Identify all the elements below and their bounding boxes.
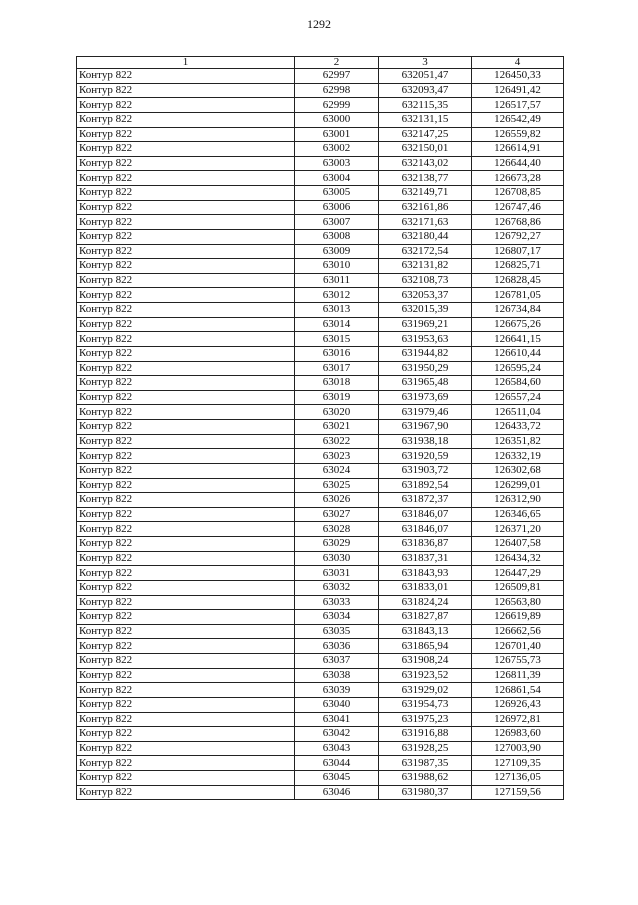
table-row — [77, 566, 564, 581]
table-row — [77, 390, 564, 405]
cell-contour: Контур 822 — [77, 317, 295, 332]
cell-contour: Контур 822 — [77, 771, 295, 786]
cell-point-number: 63037 — [295, 654, 379, 669]
cell-contour: Контур 822 — [77, 420, 295, 435]
table-row — [77, 785, 564, 800]
cell-contour: Контур 822 — [77, 449, 295, 464]
cell-x-coordinate: 631865,94 — [379, 639, 472, 654]
cell-y-coordinate: 126983,60 — [472, 727, 564, 742]
cell-y-coordinate: 126644,40 — [472, 156, 564, 171]
cell-x-coordinate: 631975,23 — [379, 712, 472, 727]
cell-x-coordinate: 631969,21 — [379, 317, 472, 332]
table-row — [77, 273, 564, 288]
cell-contour: Контур 822 — [77, 112, 295, 127]
column-header-1: 1 — [77, 57, 295, 69]
cell-x-coordinate: 632172,54 — [379, 244, 472, 259]
cell-x-coordinate: 631916,88 — [379, 727, 472, 742]
cell-point-number: 63000 — [295, 112, 379, 127]
cell-y-coordinate: 126828,45 — [472, 273, 564, 288]
cell-y-coordinate: 127003,90 — [472, 741, 564, 756]
cell-contour: Контур 822 — [77, 127, 295, 142]
cell-contour: Контур 822 — [77, 390, 295, 405]
cell-point-number: 63027 — [295, 507, 379, 522]
table-row — [77, 376, 564, 391]
cell-contour: Контур 822 — [77, 537, 295, 552]
cell-y-coordinate: 126517,57 — [472, 98, 564, 113]
cell-x-coordinate: 632149,71 — [379, 186, 472, 201]
cell-x-coordinate: 631929,02 — [379, 683, 472, 698]
table-row — [77, 69, 564, 84]
table-row — [77, 522, 564, 537]
cell-y-coordinate: 126755,73 — [472, 654, 564, 669]
cell-contour: Контур 822 — [77, 215, 295, 230]
cell-y-coordinate: 127159,56 — [472, 785, 564, 800]
cell-contour: Контур 822 — [77, 376, 295, 391]
cell-contour: Контур 822 — [77, 83, 295, 98]
cell-y-coordinate: 126619,89 — [472, 610, 564, 625]
cell-contour: Контур 822 — [77, 727, 295, 742]
cell-x-coordinate: 631824,24 — [379, 595, 472, 610]
cell-contour: Контур 822 — [77, 507, 295, 522]
cell-y-coordinate: 126312,90 — [472, 493, 564, 508]
cell-x-coordinate: 631837,31 — [379, 551, 472, 566]
cell-contour: Контур 822 — [77, 332, 295, 347]
table-row — [77, 288, 564, 303]
table-row — [77, 332, 564, 347]
table-row — [77, 756, 564, 771]
table-row — [77, 463, 564, 478]
cell-point-number: 63030 — [295, 551, 379, 566]
cell-point-number: 63032 — [295, 580, 379, 595]
table-row — [77, 639, 564, 654]
cell-y-coordinate: 126351,82 — [472, 434, 564, 449]
cell-y-coordinate: 126491,42 — [472, 83, 564, 98]
cell-x-coordinate: 631843,13 — [379, 624, 472, 639]
cell-x-coordinate: 631980,37 — [379, 785, 472, 800]
cell-x-coordinate: 631920,59 — [379, 449, 472, 464]
column-header-3: 3 — [379, 57, 472, 69]
cell-contour: Контур 822 — [77, 346, 295, 361]
cell-point-number: 63031 — [295, 566, 379, 581]
cell-y-coordinate: 126559,82 — [472, 127, 564, 142]
cell-contour: Контур 822 — [77, 171, 295, 186]
table-row — [77, 171, 564, 186]
table-row — [77, 683, 564, 698]
table-row — [77, 668, 564, 683]
cell-point-number: 63016 — [295, 346, 379, 361]
cell-y-coordinate: 126768,86 — [472, 215, 564, 230]
cell-y-coordinate: 126972,81 — [472, 712, 564, 727]
table-row — [77, 98, 564, 113]
cell-y-coordinate: 126811,39 — [472, 668, 564, 683]
cell-point-number: 62999 — [295, 98, 379, 113]
cell-contour: Контур 822 — [77, 741, 295, 756]
cell-x-coordinate: 631973,69 — [379, 390, 472, 405]
cell-y-coordinate: 127136,05 — [472, 771, 564, 786]
table-row — [77, 580, 564, 595]
cell-contour: Контур 822 — [77, 639, 295, 654]
table-row — [77, 624, 564, 639]
cell-point-number: 63009 — [295, 244, 379, 259]
cell-x-coordinate: 632108,73 — [379, 273, 472, 288]
cell-y-coordinate: 126584,60 — [472, 376, 564, 391]
coordinates-table — [76, 56, 564, 800]
cell-x-coordinate: 631833,01 — [379, 580, 472, 595]
cell-contour: Контур 822 — [77, 361, 295, 376]
cell-x-coordinate: 631846,07 — [379, 522, 472, 537]
cell-y-coordinate: 126563,80 — [472, 595, 564, 610]
cell-y-coordinate: 126861,54 — [472, 683, 564, 698]
table-row — [77, 771, 564, 786]
table-row — [77, 259, 564, 274]
cell-y-coordinate: 126673,28 — [472, 171, 564, 186]
cell-x-coordinate: 631988,62 — [379, 771, 472, 786]
cell-x-coordinate: 631903,72 — [379, 463, 472, 478]
cell-point-number: 63034 — [295, 610, 379, 625]
cell-x-coordinate: 631846,07 — [379, 507, 472, 522]
cell-contour: Контур 822 — [77, 244, 295, 259]
cell-contour: Контур 822 — [77, 478, 295, 493]
cell-contour: Контур 822 — [77, 756, 295, 771]
cell-point-number: 63043 — [295, 741, 379, 756]
cell-x-coordinate: 631979,46 — [379, 405, 472, 420]
cell-point-number: 63033 — [295, 595, 379, 610]
table-row — [77, 186, 564, 201]
cell-point-number: 63008 — [295, 229, 379, 244]
cell-x-coordinate: 632171,63 — [379, 215, 472, 230]
cell-contour: Контур 822 — [77, 595, 295, 610]
cell-contour: Контур 822 — [77, 785, 295, 800]
cell-y-coordinate: 127109,35 — [472, 756, 564, 771]
cell-point-number: 63018 — [295, 376, 379, 391]
table-row — [77, 156, 564, 171]
cell-y-coordinate: 126825,71 — [472, 259, 564, 274]
cell-contour: Контур 822 — [77, 303, 295, 318]
cell-x-coordinate: 632051,47 — [379, 69, 472, 84]
cell-point-number: 63014 — [295, 317, 379, 332]
cell-point-number: 63029 — [295, 537, 379, 552]
cell-y-coordinate: 126807,17 — [472, 244, 564, 259]
cell-point-number: 63040 — [295, 697, 379, 712]
cell-x-coordinate: 632093,47 — [379, 83, 472, 98]
cell-y-coordinate: 126407,58 — [472, 537, 564, 552]
table-row — [77, 537, 564, 552]
cell-y-coordinate: 126641,15 — [472, 332, 564, 347]
cell-y-coordinate: 126747,46 — [472, 200, 564, 215]
cell-x-coordinate: 632161,86 — [379, 200, 472, 215]
cell-point-number: 63020 — [295, 405, 379, 420]
cell-y-coordinate: 126662,56 — [472, 624, 564, 639]
cell-contour: Контур 822 — [77, 493, 295, 508]
table-row — [77, 127, 564, 142]
column-header-2: 2 — [295, 57, 379, 69]
table-row — [77, 595, 564, 610]
cell-contour: Контур 822 — [77, 229, 295, 244]
cell-point-number: 63039 — [295, 683, 379, 698]
cell-point-number: 63002 — [295, 142, 379, 157]
cell-point-number: 63024 — [295, 463, 379, 478]
cell-x-coordinate: 632115,35 — [379, 98, 472, 113]
cell-point-number: 63012 — [295, 288, 379, 303]
cell-y-coordinate: 126781,05 — [472, 288, 564, 303]
cell-y-coordinate: 126433,72 — [472, 420, 564, 435]
cell-point-number: 63004 — [295, 171, 379, 186]
cell-y-coordinate: 126595,24 — [472, 361, 564, 376]
cell-contour: Контур 822 — [77, 697, 295, 712]
cell-point-number: 63042 — [295, 727, 379, 742]
cell-x-coordinate: 632131,15 — [379, 112, 472, 127]
cell-contour: Контур 822 — [77, 186, 295, 201]
cell-x-coordinate: 632143,02 — [379, 156, 472, 171]
table-row — [77, 551, 564, 566]
cell-point-number: 63017 — [295, 361, 379, 376]
cell-x-coordinate: 631843,93 — [379, 566, 472, 581]
table-row — [77, 200, 564, 215]
cell-point-number: 63001 — [295, 127, 379, 142]
cell-point-number: 63003 — [295, 156, 379, 171]
cell-x-coordinate: 632147,25 — [379, 127, 472, 142]
cell-y-coordinate: 126701,40 — [472, 639, 564, 654]
cell-point-number: 63022 — [295, 434, 379, 449]
cell-point-number: 63026 — [295, 493, 379, 508]
cell-contour: Контур 822 — [77, 288, 295, 303]
cell-y-coordinate: 126332,19 — [472, 449, 564, 464]
column-header-4: 4 — [472, 57, 564, 69]
cell-point-number: 62997 — [295, 69, 379, 84]
cell-contour: Контур 822 — [77, 551, 295, 566]
cell-y-coordinate: 126434,32 — [472, 551, 564, 566]
cell-x-coordinate: 631892,54 — [379, 478, 472, 493]
cell-point-number: 63021 — [295, 420, 379, 435]
table-row — [77, 507, 564, 522]
cell-y-coordinate: 126509,81 — [472, 580, 564, 595]
cell-x-coordinate: 632053,37 — [379, 288, 472, 303]
cell-x-coordinate: 632015,39 — [379, 303, 472, 318]
table-row — [77, 478, 564, 493]
cell-contour: Контур 822 — [77, 654, 295, 669]
cell-x-coordinate: 631944,82 — [379, 346, 472, 361]
cell-point-number: 63005 — [295, 186, 379, 201]
cell-contour: Контур 822 — [77, 434, 295, 449]
cell-y-coordinate: 126511,04 — [472, 405, 564, 420]
table-row — [77, 317, 564, 332]
cell-contour: Контур 822 — [77, 522, 295, 537]
cell-point-number: 63038 — [295, 668, 379, 683]
table-row — [77, 142, 564, 157]
table-row — [77, 405, 564, 420]
cell-y-coordinate: 126557,24 — [472, 390, 564, 405]
table-row — [77, 610, 564, 625]
table-row — [77, 303, 564, 318]
cell-x-coordinate: 632150,01 — [379, 142, 472, 157]
table-row — [77, 420, 564, 435]
cell-point-number: 62998 — [295, 83, 379, 98]
table-row — [77, 244, 564, 259]
cell-point-number: 63015 — [295, 332, 379, 347]
table-row — [77, 712, 564, 727]
table-row — [77, 727, 564, 742]
cell-x-coordinate: 631928,25 — [379, 741, 472, 756]
cell-y-coordinate: 126708,85 — [472, 186, 564, 201]
cell-point-number: 63013 — [295, 303, 379, 318]
table-row — [77, 229, 564, 244]
table-row — [77, 741, 564, 756]
cell-contour: Контур 822 — [77, 712, 295, 727]
cell-y-coordinate: 126542,49 — [472, 112, 564, 127]
cell-x-coordinate: 631872,37 — [379, 493, 472, 508]
cell-x-coordinate: 631908,24 — [379, 654, 472, 669]
cell-point-number: 63023 — [295, 449, 379, 464]
cell-point-number: 63046 — [295, 785, 379, 800]
table-row — [77, 654, 564, 669]
cell-x-coordinate: 632138,77 — [379, 171, 472, 186]
cell-contour: Контур 822 — [77, 69, 295, 84]
cell-y-coordinate: 126371,20 — [472, 522, 564, 537]
cell-x-coordinate: 631965,48 — [379, 376, 472, 391]
cell-point-number: 63011 — [295, 273, 379, 288]
cell-contour: Контур 822 — [77, 580, 295, 595]
cell-y-coordinate: 126792,27 — [472, 229, 564, 244]
cell-y-coordinate: 126610,44 — [472, 346, 564, 361]
cell-x-coordinate: 631967,90 — [379, 420, 472, 435]
cell-point-number: 63028 — [295, 522, 379, 537]
table-row — [77, 434, 564, 449]
table-row — [77, 112, 564, 127]
cell-contour: Контур 822 — [77, 610, 295, 625]
table-row — [77, 449, 564, 464]
cell-y-coordinate: 126926,43 — [472, 697, 564, 712]
cell-contour: Контур 822 — [77, 463, 295, 478]
cell-x-coordinate: 631953,63 — [379, 332, 472, 347]
cell-point-number: 63019 — [295, 390, 379, 405]
cell-contour: Контур 822 — [77, 683, 295, 698]
cell-y-coordinate: 126299,01 — [472, 478, 564, 493]
table-header-row — [77, 57, 564, 69]
cell-y-coordinate: 126614,91 — [472, 142, 564, 157]
table-row — [77, 361, 564, 376]
cell-x-coordinate: 631923,52 — [379, 668, 472, 683]
cell-contour: Контур 822 — [77, 98, 295, 113]
cell-contour: Контур 822 — [77, 273, 295, 288]
table-row — [77, 493, 564, 508]
cell-contour: Контур 822 — [77, 200, 295, 215]
cell-x-coordinate: 631954,73 — [379, 697, 472, 712]
cell-x-coordinate: 631938,18 — [379, 434, 472, 449]
cell-y-coordinate: 126675,26 — [472, 317, 564, 332]
cell-point-number: 63044 — [295, 756, 379, 771]
cell-y-coordinate: 126450,33 — [472, 69, 564, 84]
cell-contour: Контур 822 — [77, 259, 295, 274]
cell-point-number: 63035 — [295, 624, 379, 639]
cell-point-number: 63006 — [295, 200, 379, 215]
cell-y-coordinate: 126302,68 — [472, 463, 564, 478]
cell-point-number: 63045 — [295, 771, 379, 786]
cell-contour: Контур 822 — [77, 668, 295, 683]
table-body — [77, 69, 564, 800]
cell-point-number: 63036 — [295, 639, 379, 654]
cell-y-coordinate: 126346,65 — [472, 507, 564, 522]
cell-contour: Контур 822 — [77, 624, 295, 639]
cell-point-number: 63010 — [295, 259, 379, 274]
cell-x-coordinate: 631827,87 — [379, 610, 472, 625]
cell-point-number: 63007 — [295, 215, 379, 230]
cell-y-coordinate: 126447,29 — [472, 566, 564, 581]
table-row — [77, 346, 564, 361]
cell-contour: Контур 822 — [77, 405, 295, 420]
cell-y-coordinate: 126734,84 — [472, 303, 564, 318]
cell-x-coordinate: 631950,29 — [379, 361, 472, 376]
page-number: 1292 — [307, 17, 331, 31]
cell-contour: Контур 822 — [77, 156, 295, 171]
cell-point-number: 63041 — [295, 712, 379, 727]
cell-x-coordinate: 632180,44 — [379, 229, 472, 244]
cell-x-coordinate: 631836,87 — [379, 537, 472, 552]
table-row — [77, 83, 564, 98]
table-row — [77, 215, 564, 230]
cell-x-coordinate: 632131,82 — [379, 259, 472, 274]
table-row — [77, 697, 564, 712]
cell-x-coordinate: 631987,35 — [379, 756, 472, 771]
cell-point-number: 63025 — [295, 478, 379, 493]
cell-contour: Контур 822 — [77, 566, 295, 581]
cell-contour: Контур 822 — [77, 142, 295, 157]
